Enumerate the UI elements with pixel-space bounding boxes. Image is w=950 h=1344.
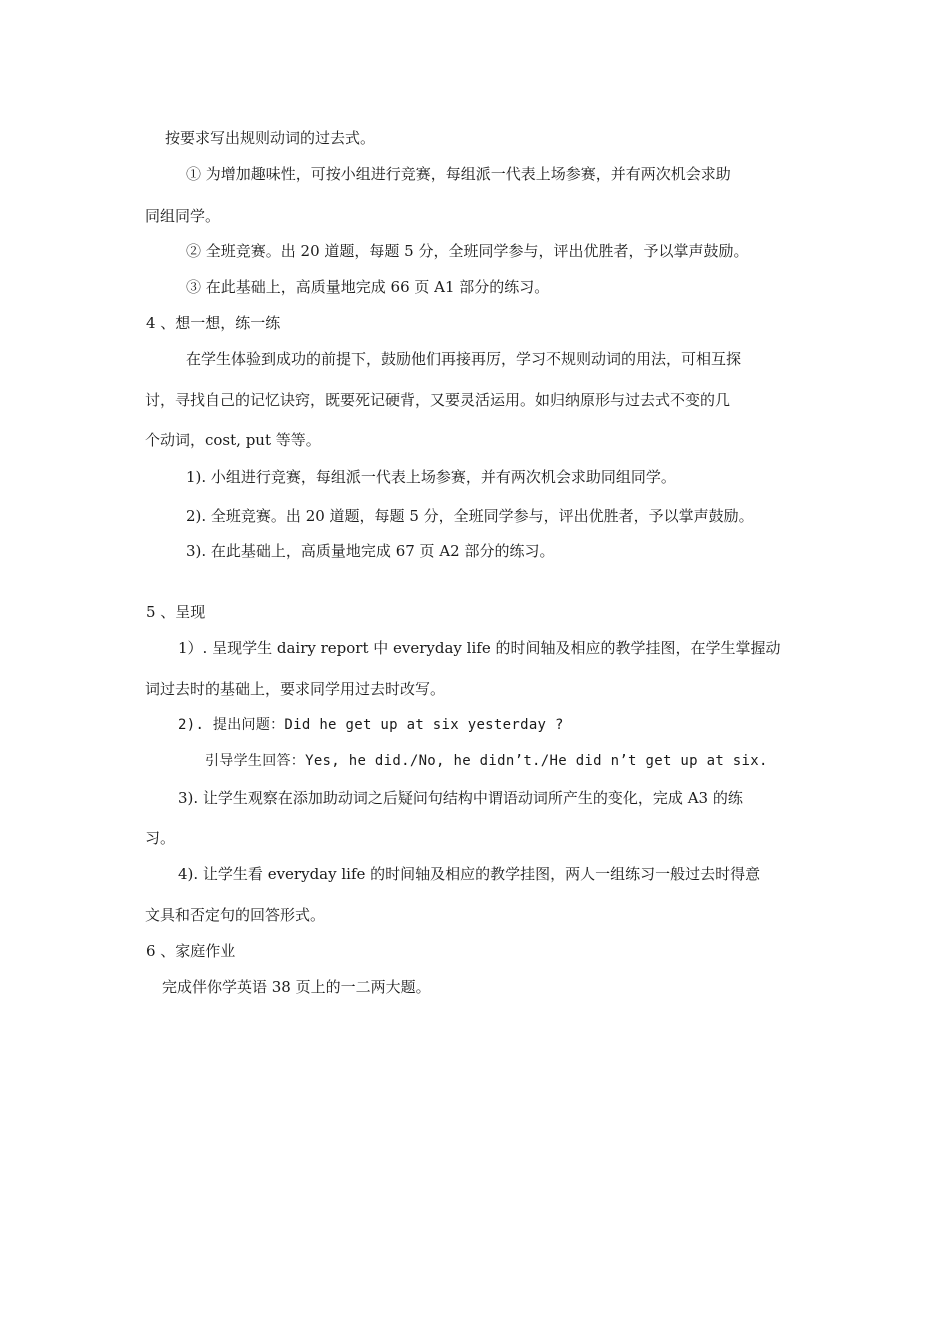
section-4-heading: 4 、想一想，练一练: [146, 314, 281, 332]
item-3: ③ 在此基础上，高质量地完成 66 页 A1 部分的练习。: [186, 278, 550, 296]
section-4-step-1: 1). 小组进行竞赛，每组派一代表上场参赛，并有两次机会求助同组同学。: [186, 468, 676, 486]
section-4-para-line-3: 个动词，cost, put 等等。: [145, 431, 321, 449]
section-4-step-2: 2). 全班竞赛。出 20 道题，每题 5 分，全班同学参与，评出优胜者，予以掌声鼓励。: [186, 507, 754, 525]
section-5-step-4-line-1: 4). 让学生看 everyday life 的时间轴及相应的教学挂图，两人一组练习一般过去时得意: [178, 865, 761, 883]
section-4-step-3: 3). 在此基础上，高质量地完成 67 页 A2 部分的练习。: [186, 542, 555, 560]
section-5-step-4-line-2: 文具和否定句的回答形式。: [145, 906, 326, 924]
section-4-para-line-2: 讨，寻找自己的记忆诀窍，既要死记硬背，又要灵活运用。如归纳原形与过去式不变的几: [145, 391, 731, 409]
section-5-step-1-line-1: 1）. 呈现学生 dairy report 中 everyday life 的时间轴及相应的教学挂图，在学生掌握动: [178, 639, 781, 657]
item-1-line-2: 同组同学。: [145, 207, 221, 225]
item-2: ② 全班竞赛。出 20 道题，每题 5 分，全班同学参与，评出优胜者，予以掌声鼓励。: [186, 242, 749, 260]
section-6-heading: 6 、家庭作业: [146, 942, 236, 960]
section-5-step-3-line-2: 习。: [145, 829, 176, 847]
paragraph-intro: 按要求写出规则动词的过去式。: [165, 129, 376, 147]
section-5-heading: 5 、呈现: [146, 603, 206, 621]
item-1-line-1: ① 为增加趣味性，可按小组进行竞赛，每组派一代表上场参赛，并有两次机会求助: [186, 165, 731, 183]
section-6-homework: 完成伴你学英语 38 页上的一二两大题。: [162, 978, 431, 996]
section-5-step-2-answer: 引导学生回答：Yes, he did./No, he didn’t./He did n’t get up at six.: [205, 753, 768, 769]
section-5-step-1-line-2: 词过去时的基础上，要求同学用过去时改写。: [145, 680, 446, 698]
section-4-para-line-1: 在学生体验到成功的前提下，鼓励他们再接再厉，学习不规则动词的用法，可相互探: [186, 350, 742, 368]
section-5-step-2-question: 2). 提出问题：Did he get up at six yesterday ?: [178, 717, 564, 733]
section-5-step-3-line-1: 3). 让学生观察在添加助动词之后疑问句结构中谓语动词所产生的变化，完成 A3 的练: [178, 789, 743, 807]
